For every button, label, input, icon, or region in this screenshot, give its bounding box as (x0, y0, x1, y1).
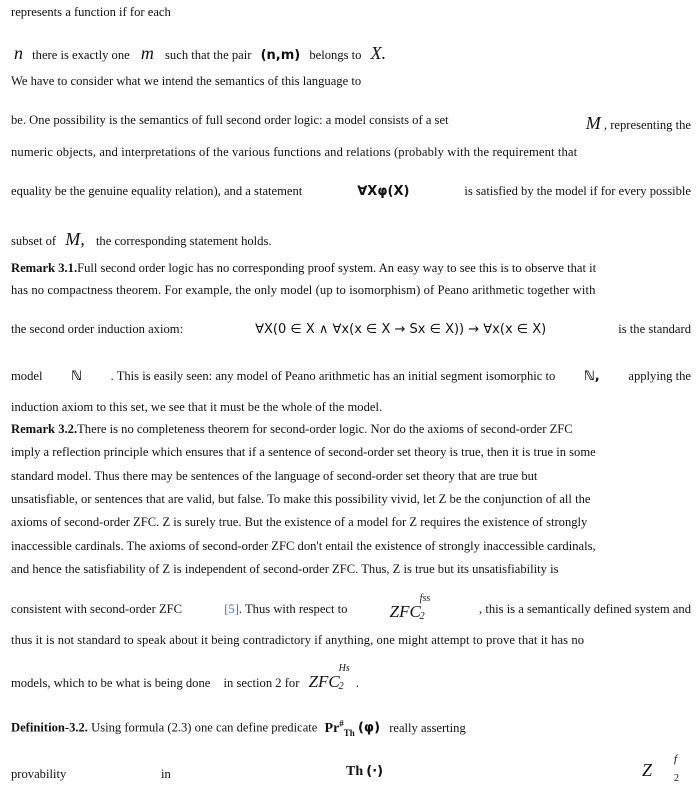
var-m: m (140, 43, 154, 63)
z-symbol: Z f 2 (642, 753, 679, 784)
text-line-12: induction axiom to this set, we see that it must be the whole of the model. (11, 400, 383, 414)
var-M2: M, (65, 229, 85, 249)
pair-formula: (n,m) (260, 48, 301, 63)
definition-3-2-label: Definition-3.2. (11, 720, 88, 735)
remark-3-2-label: Remark 3.2. (11, 422, 78, 436)
text-line-1: represents a function if for each (11, 5, 171, 19)
var-n: n (14, 43, 23, 63)
text-line-17: axioms of second-order ZFC. Z is surely true. But the existence of a model for Z requires the existence of strongly (11, 515, 588, 529)
text-line-8: Remark 3.1.Full second order logic has no corresponding proof system. An easy way to see this is to observe that it (11, 261, 597, 275)
text-line-21: thus it is not standard to speak about it being contradictory if anything, one might attempt to prove that it has no (11, 633, 585, 647)
text-line-20: consistent with second-order ZFC [5]. Thus with respect to ZFC fss 2 , this is a semantically defined system and (11, 593, 691, 622)
naturals-symbol: ℕ (71, 369, 82, 384)
text-line-23: Definition-3.2. Using formula (2.3) one can define predicate $Pr^{\#}_{Th}$ (φ) really asserting (11, 718, 466, 738)
text-line-3: We have to consider what we intend the semantics of this language to (11, 74, 362, 88)
text-line-11: model ℕ . This is easily seen: any model of Peano arithmetic has an initial segment isomorphic to ℕ, applying the (11, 369, 691, 384)
text-line-19: and hence the satisfiability of Z is independent of second-order ZFC. Thus, Z is true but its unsatisfiability is (11, 562, 559, 576)
induction-axiom-formula: ∀X(0 ∈ X ∧ ∀x(x ∈ X → Sx ∈ X)) → ∀x(x ∈ X) (255, 322, 547, 337)
text-line-13: Remark 3.2.There is no completeness theorem for second-order logic. Nor do the axioms of second-order ZFC (11, 422, 573, 436)
text-line-16: unsatisfiable, or sentences that are valid, but false. To make this possibility vivid, let Z be the conjunction of all the (11, 492, 591, 506)
text-line-9: has no compactness theorem. For example, the only model (up to isomorphism) of Peano arithmetic together with (11, 283, 596, 297)
text-line-14: imply a reflection principle which ensures that if a sentence of second-order set theory is true, then it is true in some (11, 445, 596, 459)
text-line-5: numeric objects, and interpretations of the various functions and relations (probably with the requirement that (11, 145, 578, 159)
var-X: X. (370, 43, 387, 63)
text-line-15: standard model. Thus there may be sentences of the language of second-order set theory that are true but (11, 469, 538, 483)
text-line-2: n there is exactly one m such that the pair (n,m) belongs to X. (14, 43, 387, 63)
var-M: M (585, 113, 601, 133)
text-line-6: equality be the genuine equality relation), and a statement ∀Xφ(X) is satisfied by the model if for every possible (11, 184, 691, 199)
naturals-symbol-2: ℕ, (583, 369, 600, 384)
citation-5[interactable]: [5] (224, 602, 239, 616)
text-line-4: be. One possibility is the semantics of full second order logic: a model consists of a set M , representing the (11, 113, 691, 133)
word-in: in (161, 767, 171, 781)
text-line-10: the second order induction axiom: ∀X(0 ∈ X ∧ ∀x(x ∈ X → Sx ∈ X)) → ∀x(x ∈ X) is the standard (11, 322, 691, 337)
text-line-7: subset of M, the corresponding statement holds. (11, 229, 272, 249)
theory-symbol: Th (·) (346, 764, 384, 779)
text-line-18: inaccessible cardinals. The axioms of second-order ZFC don't entail the existence of strongly inaccessible cardinals, (11, 539, 596, 553)
zfc-hs-symbol: ZFC Hs 2 (308, 663, 350, 692)
provability-predicate: $Pr^{\#}_{Th}$ (324, 718, 355, 738)
word-provability: provability (11, 767, 67, 781)
text-line-22: models, which to be what is being done in section 2 for ZFC Hs 2 . (11, 663, 359, 692)
forall-formula: ∀Xφ(X) (357, 184, 410, 199)
zfc-fss-symbol: ZFC fss 2 (389, 593, 431, 622)
remark-3-1-label: Remark 3.1. (11, 261, 78, 275)
